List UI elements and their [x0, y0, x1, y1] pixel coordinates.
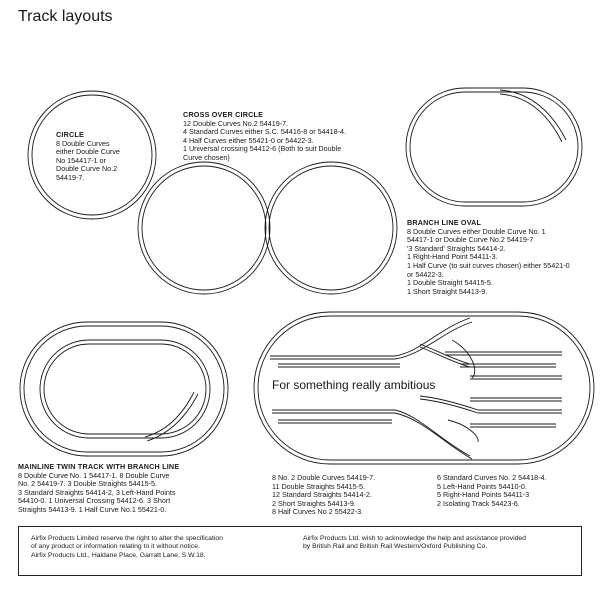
- ambitious-line: 11 Double Straights 54415-5.: [272, 481, 365, 491]
- footer-disclaimer: [31, 535, 223, 560]
- ambitious-line: 8 No. 2 Double Curves 54419-7.: [272, 473, 376, 482]
- branch-line-oval-description: [407, 219, 570, 296]
- ambitious-line: 8 Half Curves No 2 55422-3.: [272, 507, 364, 517]
- ambitious-line: 6 Standard Curves No. 2 54418-4.: [437, 473, 547, 482]
- mainline-line: 3 Standard Straights 54414-2, 3 Left-Hand Points: [18, 487, 176, 497]
- circle-line: either Double Curve: [56, 147, 120, 157]
- ambitious-heading: For something really ambitious: [272, 378, 436, 392]
- circle-heading: CIRCLE: [56, 130, 84, 139]
- branch-line-oval-heading: BRANCH LINE OVAL: [407, 218, 482, 227]
- ambitious-parts-right: [437, 474, 546, 508]
- mainline-line: 54410-0. 1 Universal Crossing 54412-6. 3 Short: [18, 496, 171, 506]
- mainline-line: Straights 54413-9. 1 Half Curve No.1 55421-0.: [18, 504, 167, 514]
- branch-line-oval-line: '3 Standard' Straights 54414-2.: [407, 243, 506, 253]
- ambitious-line: 2 Short Straights 54413-9.: [272, 498, 356, 508]
- footer-line: Airfix Products Ltd., Haldane Place, Garratt Lane, S.W.18.: [31, 551, 206, 559]
- mainline-line: 8 Double Curve No. 1 54417-1. 8 Double Curve: [18, 470, 170, 480]
- ambitious-line: 5 Left-Hand Points 54410-0.: [437, 481, 527, 491]
- circle-line: Double Curve No.2: [56, 164, 118, 174]
- page-title: Track layouts: [18, 8, 113, 25]
- circle-line: 54419-7.: [56, 172, 85, 182]
- branch-line-oval-line: or 54422-3.: [407, 269, 444, 279]
- mainline-line: No. 2 54419-7. 3 Double Straights 54415-5.: [18, 479, 158, 489]
- footer-acknowledgement: [303, 535, 526, 552]
- branch-line-oval-diagram: [406, 88, 582, 206]
- cross-over-circle-description: [183, 111, 346, 163]
- cross-over-circle-line: 12 Double Curves No.2 54419-7.: [183, 118, 289, 128]
- branch-line-oval-line: 54417-1 or Double Curve No.2 54419-7: [407, 235, 534, 245]
- cross-over-circle-line: 4 Standard Curves either S.C. 54416-8 or 54418-4.: [183, 127, 347, 137]
- branch-line-oval-line: 1 Half Curve (to suit curves chosen) either 55421-0: [407, 260, 570, 270]
- footer-line: Airfix Products Limited reserve the right to alter the specification: [31, 535, 223, 542]
- branch-line-oval-line: 8 Double Curves either Double Curve No. 1: [407, 226, 546, 236]
- ambitious-line: 5 Right-Hand Points 54411-3: [437, 490, 530, 500]
- circle-line: 8 Double Curves: [56, 138, 110, 148]
- circle-description: [56, 131, 120, 183]
- cross-over-circle-line: Curve chosen): [183, 152, 230, 162]
- footer-line: of any product or information relating to it without notice.: [31, 543, 200, 551]
- branch-line-oval-line: 1 Double Straight 54415-5.: [407, 278, 493, 288]
- mainline-heading: MAINLINE TWIN TRACK WITH BRANCH LINE: [18, 462, 180, 471]
- cross-over-circle-line: 4 Half Curves either 55421-0 or 54422-3.: [183, 135, 314, 145]
- footer-line: Airfix Products Ltd. wish to acknowledge the help and assistance provided: [303, 535, 526, 542]
- ambitious-parts-left: [272, 474, 375, 517]
- circle-line: No 154417-1 or: [56, 155, 106, 165]
- ambitious-line: 2 Isolating Track 54423-6.: [437, 498, 520, 508]
- cross-over-circle-diagram: [138, 162, 397, 294]
- branch-line-oval-line: 1 Short Straight 54413-9.: [407, 286, 488, 296]
- ambitious-line: 12 Standard Straights 54414-2.: [272, 490, 372, 500]
- footer-notice-box: [18, 526, 582, 576]
- cross-over-circle-line: 1 Universal crossing 54412-6 (Both to suit Double: [183, 144, 342, 154]
- mainline-twin-track-diagram: [20, 322, 228, 456]
- mainline-description: [18, 463, 179, 515]
- footer-line: by British Rail and British Rail Western/Oxford Publishing Co.: [303, 543, 488, 551]
- branch-line-oval-line: 1 Right-Hand Point 54411-3.: [407, 252, 498, 262]
- cross-over-circle-heading: CROSS OVER CIRCLE: [183, 110, 264, 119]
